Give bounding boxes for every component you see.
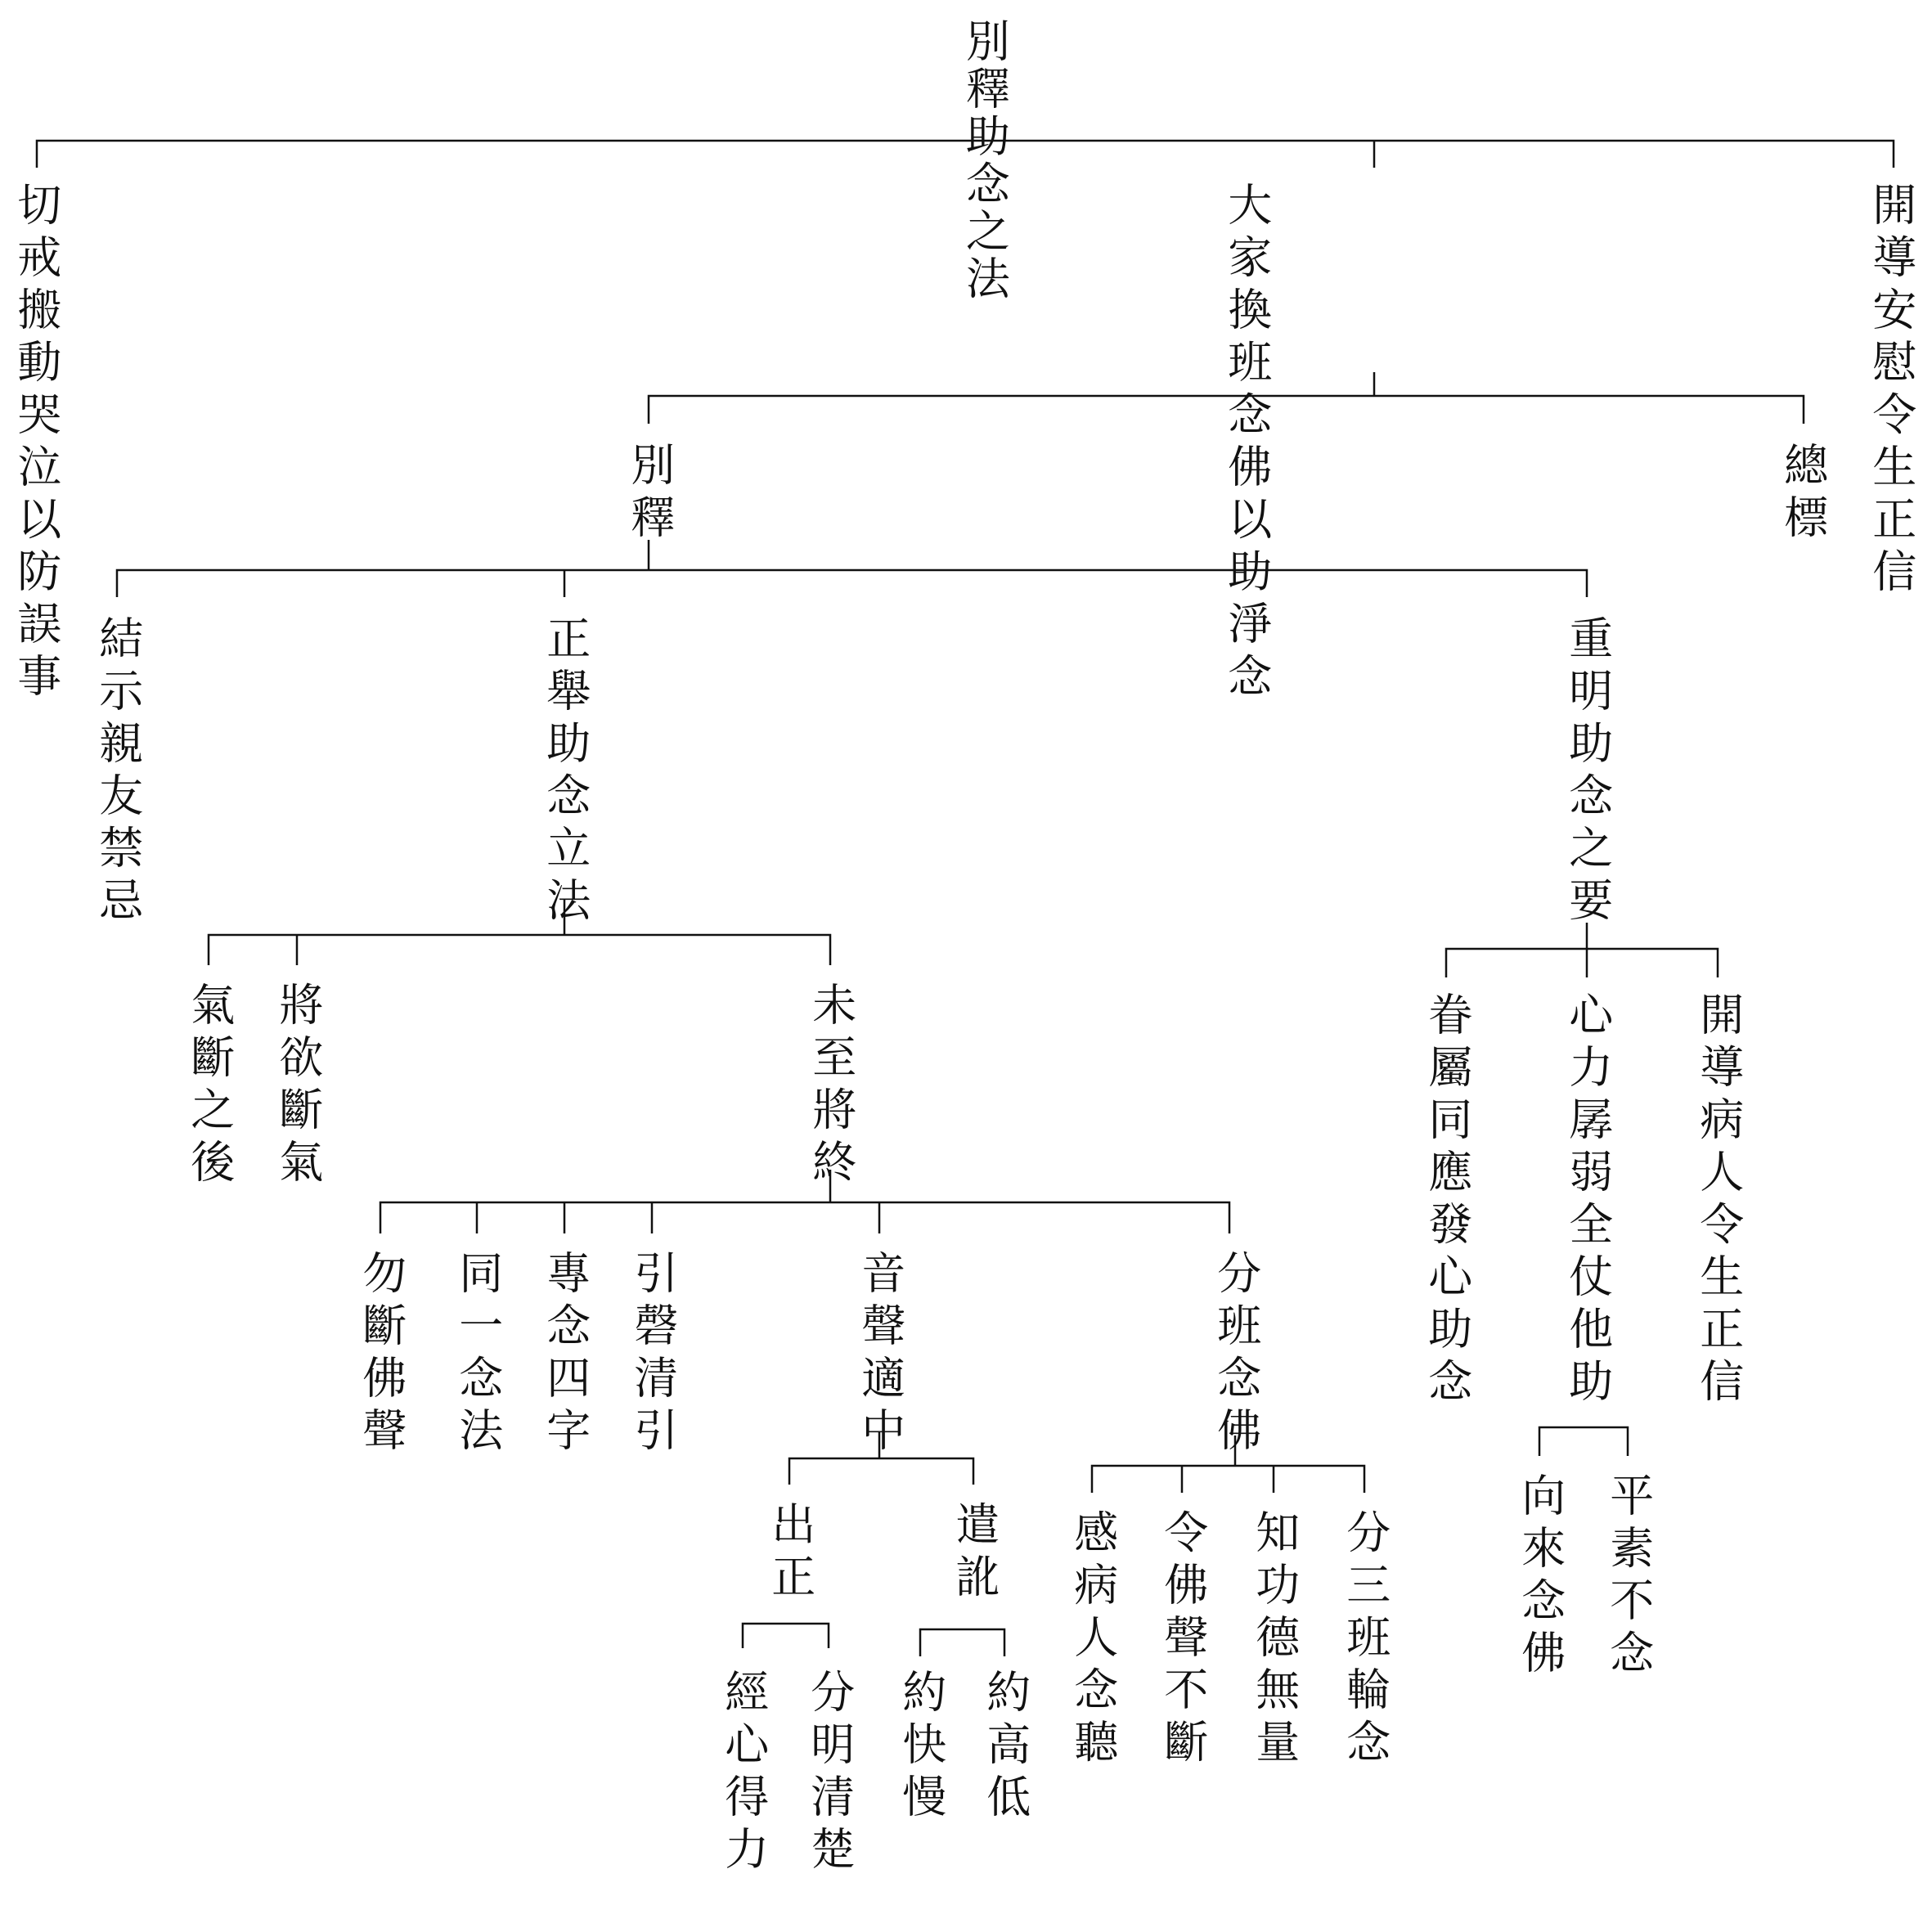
node-qianne: 遣訛 <box>948 1501 1000 1606</box>
node-zhigong: 知功德無量 <box>1248 1509 1301 1771</box>
node-jieshi: 結示親友禁忌 <box>92 615 144 929</box>
node-root: 別釋助念之法 <box>959 18 1011 303</box>
node-fenban: 分班念佛 <box>1210 1250 1262 1459</box>
node-juanshu: 眷屬同應發心助念 <box>1421 991 1473 1410</box>
connector-chuzheng <box>743 1624 829 1648</box>
node-zongbiao: 總標 <box>1777 442 1829 546</box>
node-yuegao: 約高低 <box>979 1669 1031 1826</box>
connector-bieshi <box>117 540 1587 597</box>
node-zhengju: 正舉助念立法 <box>539 615 591 929</box>
node-yinsheng: 音聲適中 <box>854 1250 906 1459</box>
node-lingfo: 令佛聲不斷 <box>1157 1509 1209 1771</box>
connector-qianne <box>920 1629 1004 1656</box>
node-kaidao-anwei: 開導安慰令生正信 <box>1865 182 1917 600</box>
node-bieshi: 別釋 <box>623 442 676 546</box>
node-weizhi: 未至將終 <box>805 982 857 1191</box>
connector-chongming <box>1446 923 1718 977</box>
node-tongyi: 同一念法 <box>452 1250 504 1459</box>
node-jiangyu: 將欲斷氣 <box>272 982 324 1191</box>
node-chongming: 重明助念之要 <box>1561 615 1614 929</box>
node-fenming: 分明清楚 <box>803 1669 856 1878</box>
connector-weizhi <box>380 1170 1229 1233</box>
node-yinqing: 引磬清引 <box>627 1250 679 1459</box>
node-wuduan: 勿斷佛聲 <box>355 1250 407 1459</box>
node-jingxin: 經心得力 <box>717 1669 770 1878</box>
node-chuzheng: 出正 <box>764 1501 816 1606</box>
node-yuekuai: 約快慢 <box>895 1669 947 1826</box>
node-xinli: 心力孱弱全仗他助 <box>1561 991 1614 1410</box>
connector-zhengju <box>209 900 830 965</box>
node-qiejie: 切戒搬動哭泣以防誤事 <box>10 182 62 705</box>
node-kaidao-bingren: 開導病人令生正信 <box>1692 991 1745 1410</box>
node-ganbing: 感病人念聽 <box>1067 1509 1119 1771</box>
node-pingsu: 平素不念 <box>1602 1472 1655 1682</box>
connector-xinli <box>1539 1427 1628 1456</box>
node-qiduan: 氣斷之後 <box>183 982 236 1191</box>
node-xianglai: 向來念佛 <box>1514 1472 1566 1682</box>
node-huanban: 大家換班念佛以助淨念 <box>1220 182 1273 705</box>
node-zhuannian: 專念四字 <box>539 1250 591 1459</box>
node-fensan: 分三班輪念 <box>1339 1509 1391 1771</box>
